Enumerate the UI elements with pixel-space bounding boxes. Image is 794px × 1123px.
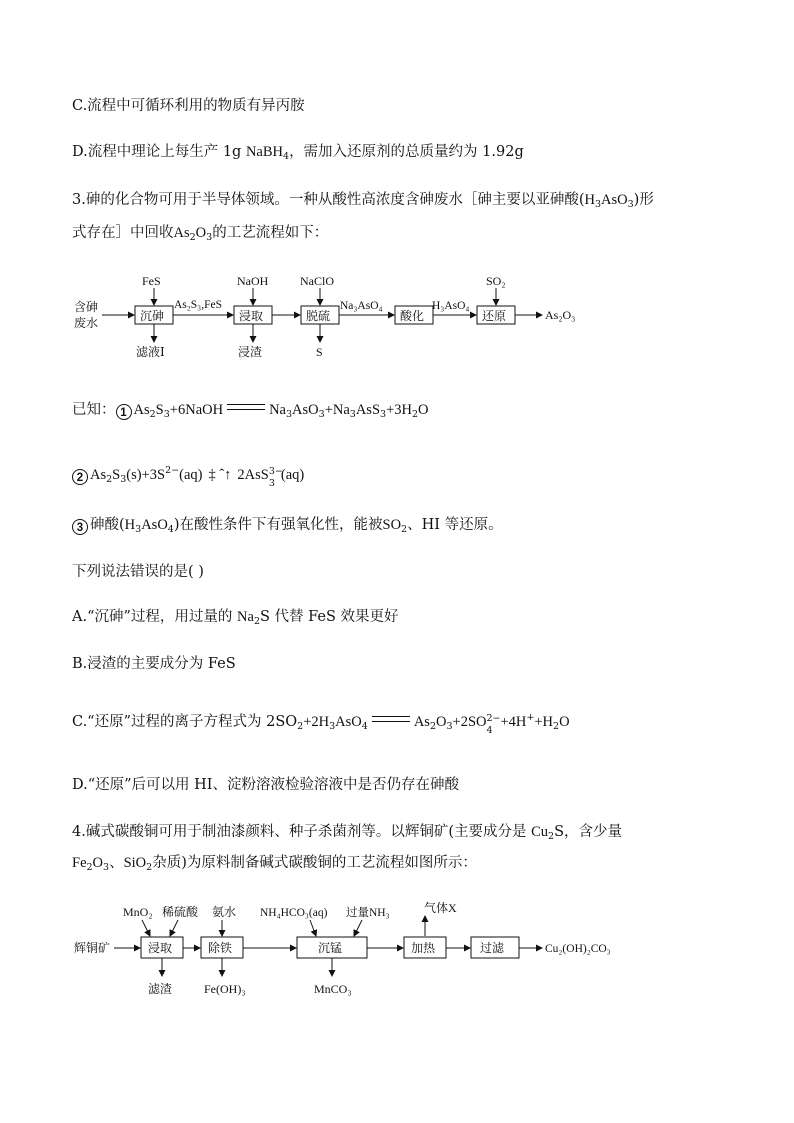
svg-text:过量NH₃: 过量NH₃	[346, 907, 390, 919]
svg-text:Fe(OH)₃: Fe(OH)₃	[204, 982, 246, 996]
q3-option-d: D.“还原”后可以用 HI、淀粉溶液检验溶液中是否仍存在砷酸	[72, 777, 460, 793]
svg-text:NaClO: NaClO	[300, 274, 334, 288]
svg-text:沉锰: 沉锰	[318, 941, 343, 955]
flow-input-label: 废水	[74, 316, 99, 330]
q3-option-a: A.“沉砷”过程，用过量的 $Na_2S$ 代替 FeS 效果更好	[72, 609, 399, 627]
svg-text:MnCO₃: MnCO₃	[314, 982, 352, 996]
q4-stem-line2: $Fe_2O_3$、SiO$_2$杂质)为原料制备碱式碳酸铜的工艺流程如图所示：	[72, 855, 477, 873]
svg-text:NH₄HCO₃(aq): NH₄HCO₃(aq)	[260, 907, 328, 919]
equals-sign-icon	[372, 716, 410, 722]
q3-stem-line2: 式存在］中回收$As_2O_3$的工艺流程如下：	[72, 225, 329, 243]
q3-known-2: 2 $As_2S_3(s)+3S^{2-}(aq)$ ‡ ˆ↑ 2AsS 3− 3 (aq)	[72, 465, 304, 485]
svg-text:脱硫: 脱硫	[306, 309, 331, 323]
circled-number-icon: 2	[72, 469, 88, 485]
svg-text:还原: 还原	[482, 309, 507, 323]
svg-text:SO₂: SO₂	[486, 274, 506, 288]
svg-text:MnO₂: MnO₂	[123, 905, 153, 919]
svg-text:浸取: 浸取	[148, 941, 173, 955]
svg-text:滤渣: 滤渣	[148, 982, 173, 996]
svg-text:滤液Ⅰ: 滤液Ⅰ	[136, 345, 165, 359]
svg-text:As₂O₃: As₂O₃	[545, 308, 576, 322]
svg-text:H₃AsO₄: H₃AsO₄	[432, 300, 470, 312]
q2-option-d: D.流程中理论上每生产 1g NaBH$_4$，需加入还原剂的总质量约为 1.92g	[72, 144, 524, 162]
svg-text:加热: 加热	[411, 941, 436, 955]
flow-input-label: 含砷	[74, 300, 99, 314]
q3-question: 下列说法错误的是( )	[72, 564, 204, 580]
svg-text:过滤: 过滤	[480, 941, 505, 955]
svg-text:稀硫酸: 稀硫酸	[162, 905, 199, 919]
svg-text:Na₃AsO₄: Na₃AsO₄	[340, 300, 383, 312]
svg-text:NaOH: NaOH	[237, 274, 269, 288]
svg-text:Cu₂(OH)₂CO₃: Cu₂(OH)₂CO₃	[545, 943, 611, 955]
q3-known-1: 已知： 1 $As_2S_3+6NaOH$ $Na_3AsO_3+Na_3AsS_3+3H_2O$	[72, 402, 429, 420]
svg-text:浸渣: 浸渣	[238, 345, 263, 359]
svg-text:酸化: 酸化	[400, 309, 425, 323]
svg-text:气体X: 气体X	[424, 901, 457, 915]
q3-flow-diagram	[70, 268, 630, 368]
equals-sign-icon	[227, 404, 265, 410]
circled-number-icon: 3	[72, 519, 88, 535]
q3-option-c: C.“还原”过程的离子方程式为 $2SO_2+2H_3AsO_4$ $As_2O_3+2SO$ 2− 4 $+4H^++H_2O$	[72, 712, 570, 736]
svg-text:沉砷: 沉砷	[140, 309, 165, 323]
svg-text:氨水: 氨水	[212, 905, 237, 919]
svg-text:除铁: 除铁	[208, 941, 233, 955]
flow-input-label: 辉铜矿	[74, 941, 111, 955]
q3-option-b: B.浸渣的主要成分为 FeS	[72, 656, 236, 672]
q3-stem-line1: 3.砷的化合物可用于半导体领域。一种从酸性高浓度含砷废水［砷主要以亚砷酸$(H_3AsO_3)$形	[72, 192, 654, 210]
q4-flow-diagram	[70, 898, 640, 1004]
circled-number-icon: 1	[116, 404, 132, 420]
svg-text:FeS: FeS	[142, 274, 161, 288]
svg-text:As₂S₃,FeS: As₂S₃,FeS	[174, 299, 222, 311]
svg-text:浸取: 浸取	[239, 309, 264, 323]
q3-known-3: 3 砷酸$(H_3AsO_4)$在酸性条件下有强氧化性，能被$SO_2$、HI 等还原。	[72, 515, 503, 535]
q2-option-c: C.流程中可循环利用的物质有异丙胺	[72, 98, 305, 114]
q4-stem-line1: 4.碱式碳酸铜可用于制油漆颜料、种子杀菌剂等。以辉铜矿(主要成分是 $Cu_2S$，含少量	[72, 824, 623, 842]
svg-text:S: S	[316, 345, 323, 359]
